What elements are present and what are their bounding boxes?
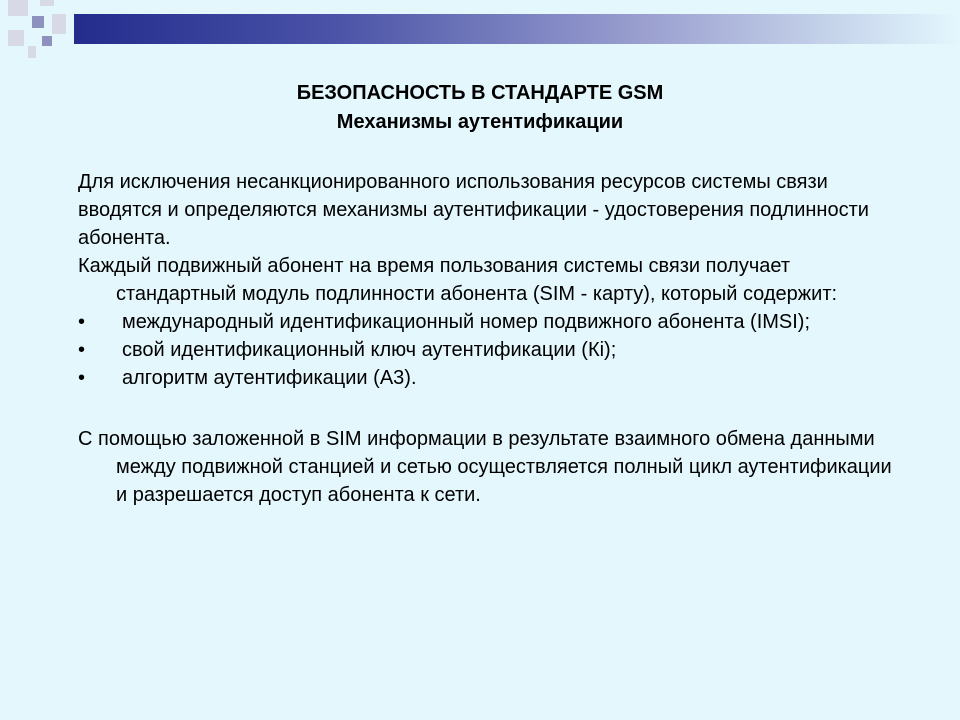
- list-item-text: международный идентификационный номер подвижного абонента (IMSI);: [122, 311, 811, 333]
- slide-title: БЕЗОПАСНОСТЬ В СТАНДАРТЕ GSM: [296, 82, 664, 104]
- decor-square: [40, 0, 54, 6]
- decor-square: [28, 46, 36, 58]
- intro-paragraph: Для исключения несанкционированного использования ресурсов системы связи вводятся и определяются механизмы аутентификации - удостоверения подлинности абонента.: [78, 171, 869, 249]
- bullet-icon: •: [78, 367, 86, 389]
- decor-square: [8, 0, 28, 16]
- conclusion-paragraph: С помощью заложенной в SIM информации в результате взаимного обмена данными между подвижной станцией и сетью осуществляется полный цикл аутентификации и разрешается доступ абонента к сети.: [78, 428, 892, 506]
- list-item: [78, 364, 908, 392]
- sim-contents-list: [78, 308, 908, 392]
- list-item-text: алгоритм аутентификации (А3).: [122, 367, 417, 389]
- decor-square: [32, 16, 44, 28]
- list-item: [78, 336, 908, 364]
- list-item: [78, 308, 908, 336]
- list-item-text: свой идентификационный ключ аутентификации (Кi);: [122, 339, 617, 361]
- sim-paragraph: Каждый подвижный абонент на время пользования системы связи получает стандартный модуль подлинности абонента (SIM - карту), который содержит:: [78, 255, 838, 305]
- bullet-icon: •: [78, 339, 86, 361]
- decor-square: [52, 14, 66, 34]
- slide-body: [78, 168, 908, 509]
- decor-square: [8, 30, 24, 46]
- bullet-icon: •: [78, 311, 86, 333]
- header-gradient-bar: [74, 14, 960, 44]
- slide-subtitle: Механизмы аутентификации: [336, 111, 624, 133]
- decor-square: [42, 36, 52, 46]
